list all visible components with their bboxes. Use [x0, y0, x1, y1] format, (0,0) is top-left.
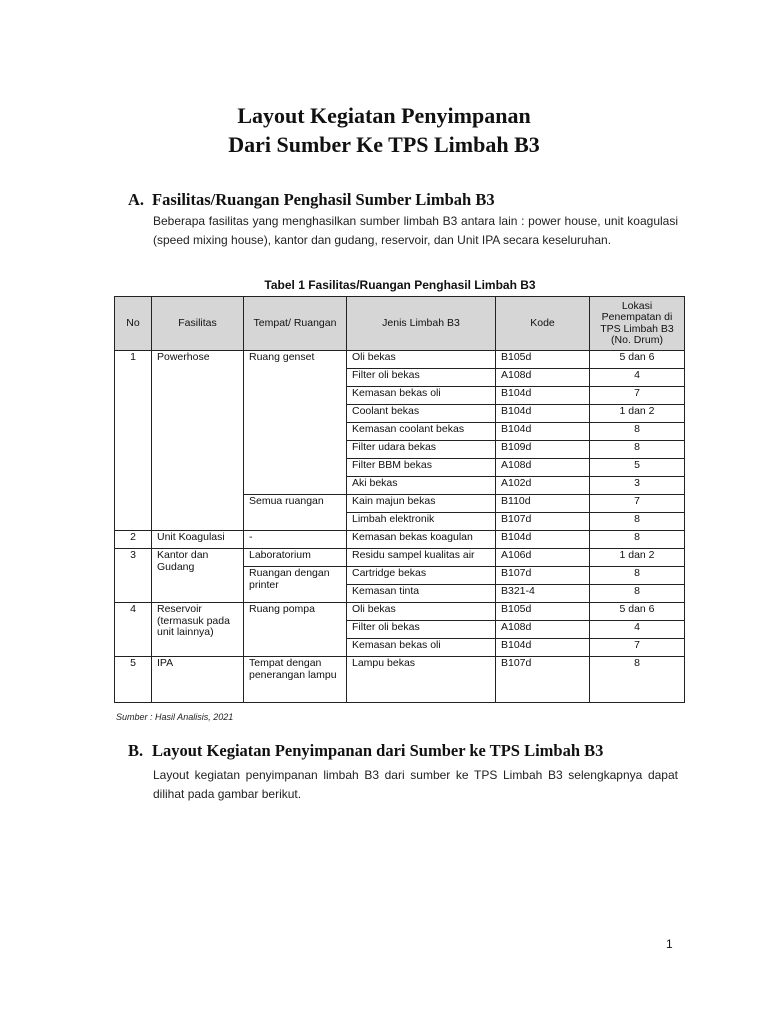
cell-fasilitas: Kantor dan Gudang — [152, 549, 244, 603]
header-tempat: Tempat/ Ruangan — [244, 297, 347, 351]
cell-lokasi: 8 — [590, 513, 685, 531]
table-header-row — [115, 297, 685, 351]
section-b-heading — [128, 741, 603, 761]
cell-tempat: Tempat dengan penerangan lampu — [244, 657, 347, 703]
cell-tempat: Laboratorium — [244, 549, 347, 567]
section-b-paragraph: Layout kegiatan penyimpanan limbah B3 dari sumber ke TPS Limbah B3 selengkapnya dapat dilihat pada gambar berikut. — [153, 768, 678, 801]
cell-kode: B104d — [496, 405, 590, 423]
cell-lokasi: 8 — [590, 657, 685, 703]
cell-no: 2 — [115, 531, 152, 549]
cell-fasilitas: IPA — [152, 657, 244, 703]
cell-jenis: Filter udara bekas — [347, 441, 496, 459]
header-fasilitas: Fasilitas — [152, 297, 244, 351]
cell-lokasi: 8 — [590, 585, 685, 603]
cell-jenis: Kemasan bekas oli — [347, 387, 496, 405]
cell-lokasi: 5 dan 6 — [590, 603, 685, 621]
cell-no: 3 — [115, 549, 152, 603]
waste-table — [114, 296, 685, 703]
section-a-paragraph: Beberapa fasilitas yang menghasilkan sumber limbah B3 antara lain : power house, unit koagulasi (speed mixing house), kantor dan gudang, reservoir, dan Unit IPA secara keseluruhan. — [153, 214, 678, 247]
document-title — [0, 101, 768, 159]
cell-lokasi: 1 dan 2 — [590, 405, 685, 423]
cell-lokasi: 8 — [590, 423, 685, 441]
section-b-title: Layout Kegiatan Penyimpanan dari Sumber ke TPS Limbah B3 — [152, 741, 604, 760]
header-no: No — [115, 297, 152, 351]
cell-kode: B104d — [496, 639, 590, 657]
cell-jenis: Coolant bekas — [347, 405, 496, 423]
cell-kode: B104d — [496, 387, 590, 405]
cell-lokasi: 4 — [590, 369, 685, 387]
cell-jenis: Oli bekas — [347, 351, 496, 369]
cell-lokasi: 7 — [590, 495, 685, 513]
table-row — [115, 549, 685, 567]
page-number: 1 — [666, 937, 673, 951]
cell-lokasi: 8 — [590, 567, 685, 585]
cell-kode: A108d — [496, 621, 590, 639]
cell-kode: A108d — [496, 459, 590, 477]
cell-no: 1 — [115, 351, 152, 531]
cell-jenis: Kain majun bekas — [347, 495, 496, 513]
table-row — [115, 531, 685, 549]
cell-lokasi: 1 dan 2 — [590, 549, 685, 567]
table-row — [115, 603, 685, 621]
cell-lokasi: 4 — [590, 621, 685, 639]
cell-jenis: Oli bekas — [347, 603, 496, 621]
header-lokasi: Lokasi Penempatan di TPS Limbah B3 (No. Drum) — [590, 297, 685, 351]
cell-jenis: Aki bekas — [347, 477, 496, 495]
title-line-2: Dari Sumber Ke TPS Limbah B3 — [228, 132, 540, 157]
title-line-1: Layout Kegiatan Penyimpanan — [237, 103, 531, 128]
table-source: Sumber : Hasil Analisis, 2021 — [116, 712, 234, 722]
cell-kode: A106d — [496, 549, 590, 567]
cell-kode: A102d — [496, 477, 590, 495]
cell-kode: B104d — [496, 531, 590, 549]
section-a-heading — [128, 190, 495, 210]
cell-kode: B110d — [496, 495, 590, 513]
cell-fasilitas: Unit Koagulasi — [152, 531, 244, 549]
cell-lokasi: 8 — [590, 441, 685, 459]
cell-lokasi: 5 dan 6 — [590, 351, 685, 369]
cell-jenis: Filter oli bekas — [347, 369, 496, 387]
cell-kode: B104d — [496, 423, 590, 441]
header-jenis: Jenis Limbah B3 — [347, 297, 496, 351]
cell-jenis: Limbah elektronik — [347, 513, 496, 531]
cell-fasilitas: Powerhose — [152, 351, 244, 531]
cell-jenis: Cartridge bekas — [347, 567, 496, 585]
cell-tempat: Ruang pompa — [244, 603, 347, 657]
cell-no: 4 — [115, 603, 152, 657]
header-kode: Kode — [496, 297, 590, 351]
cell-jenis: Residu sampel kualitas air — [347, 549, 496, 567]
cell-lokasi: 8 — [590, 531, 685, 549]
section-a-title: Fasilitas/Ruangan Penghasil Sumber Limbah B3 — [152, 190, 495, 209]
cell-fasilitas: Reservoir (termasuk pada unit lainnya) — [152, 603, 244, 657]
cell-jenis: Kemasan bekas koagulan — [347, 531, 496, 549]
cell-lokasi: 5 — [590, 459, 685, 477]
cell-lokasi: 7 — [590, 639, 685, 657]
cell-lokasi: 3 — [590, 477, 685, 495]
cell-kode: B109d — [496, 441, 590, 459]
table-row — [115, 657, 685, 703]
cell-jenis: Filter oli bekas — [347, 621, 496, 639]
section-b-number: B. — [128, 741, 144, 760]
cell-kode: B105d — [496, 351, 590, 369]
table-caption: Tabel 1 Fasilitas/Ruangan Penghasil Limbah B3 — [264, 278, 536, 292]
cell-tempat: Semua ruangan — [244, 495, 347, 531]
cell-lokasi: 7 — [590, 387, 685, 405]
cell-jenis: Filter BBM bekas — [347, 459, 496, 477]
section-a-number: A. — [128, 190, 145, 209]
cell-jenis: Lampu bekas — [347, 657, 496, 703]
cell-jenis: Kemasan bekas oli — [347, 639, 496, 657]
cell-no: 5 — [115, 657, 152, 703]
cell-kode: B107d — [496, 567, 590, 585]
cell-tempat: - — [244, 531, 347, 549]
cell-tempat: Ruang genset — [244, 351, 347, 495]
cell-kode: B107d — [496, 657, 590, 703]
cell-jenis: Kemasan coolant bekas — [347, 423, 496, 441]
cell-kode: B321-4 — [496, 585, 590, 603]
cell-tempat: Ruangan dengan printer — [244, 567, 347, 603]
cell-kode: B107d — [496, 513, 590, 531]
cell-kode: B105d — [496, 603, 590, 621]
cell-kode: A108d — [496, 369, 590, 387]
table-row — [115, 351, 685, 369]
cell-jenis: Kemasan tinta — [347, 585, 496, 603]
